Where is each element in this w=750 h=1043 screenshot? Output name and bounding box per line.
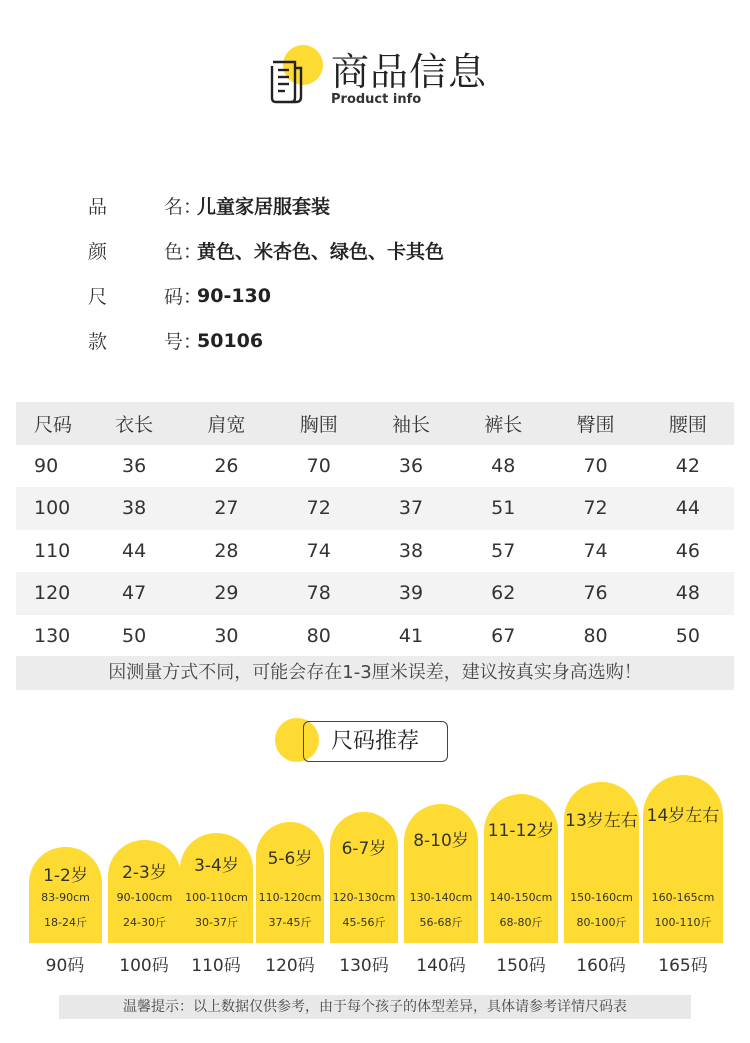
bar-weight-range: 18-24斤 bbox=[44, 916, 87, 929]
bar-age: 6-7岁 bbox=[341, 839, 387, 859]
bar-weight-range: 37-45斤 bbox=[268, 916, 312, 929]
table-cell: 100 bbox=[34, 497, 71, 520]
table-cell: 37 bbox=[398, 497, 424, 520]
bar-size-label: 90码 bbox=[45, 956, 85, 976]
table-cell: 80 bbox=[306, 624, 331, 647]
info-label: 颜 色 bbox=[88, 241, 183, 263]
size-bar bbox=[29, 847, 102, 943]
table-cell: 44 bbox=[675, 497, 700, 520]
bar-weight-range: 56-68斤 bbox=[419, 916, 463, 929]
table-cell: 42 bbox=[675, 454, 700, 477]
bar-size-label: 160码 bbox=[576, 956, 626, 976]
table-header-cell: 臀围 bbox=[576, 413, 615, 436]
bar-age: 2-3岁 bbox=[122, 863, 167, 883]
info-value: 50106 bbox=[197, 329, 264, 352]
bar-age: 1-2岁 bbox=[43, 866, 88, 886]
size-bar bbox=[564, 782, 639, 943]
table-cell: 48 bbox=[491, 454, 516, 477]
size-bar bbox=[256, 822, 324, 943]
info-value: 90-130 bbox=[197, 284, 271, 307]
bar-height-range: 160-165cm bbox=[651, 891, 715, 904]
table-cell: 41 bbox=[398, 624, 424, 647]
bar-size-label: 130码 bbox=[339, 956, 389, 976]
measurement-note: 因测量方式不同，可能会存在1-3厘米误差，建议按真实身高选购！ bbox=[16, 656, 734, 690]
bar-age: 13岁左右 bbox=[565, 811, 638, 831]
info-row-style-no: 款 号 ： 50106 bbox=[88, 318, 444, 363]
bar-weight-range: 68-80斤 bbox=[499, 916, 543, 929]
table-cell: 47 bbox=[122, 582, 147, 605]
bar-height-range: 140-150cm bbox=[489, 891, 553, 904]
table-cell: 130 bbox=[34, 624, 71, 647]
table-cell: 50 bbox=[122, 624, 147, 647]
table-header-cell: 尺码 bbox=[34, 413, 73, 436]
table-cell: 70 bbox=[583, 454, 608, 477]
info-value: 黄色、米杏色、绿色、卡其色 bbox=[197, 241, 445, 263]
table-header-cell: 胸围 bbox=[299, 413, 338, 436]
table-header-cell: 肩宽 bbox=[207, 413, 246, 436]
table-header-cell: 袖长 bbox=[391, 413, 430, 436]
size-bar bbox=[484, 794, 558, 943]
bar-size-label: 110码 bbox=[191, 956, 241, 976]
size-bar bbox=[643, 775, 723, 943]
table-cell: 72 bbox=[306, 497, 331, 520]
table-header-cell: 腰围 bbox=[668, 413, 707, 436]
bar-age: 14岁左右 bbox=[646, 806, 720, 826]
table-cell: 74 bbox=[306, 539, 331, 562]
table-cell: 26 bbox=[214, 454, 239, 477]
bar-size-label: 165码 bbox=[658, 956, 708, 976]
table-cell: 29 bbox=[214, 582, 239, 605]
info-value: 儿童家居服套装 bbox=[197, 196, 331, 218]
bar-height-range: 90-100cm bbox=[116, 891, 173, 904]
bar-age: 5-6岁 bbox=[267, 849, 313, 869]
table-cell: 38 bbox=[398, 539, 424, 562]
bar-weight-range: 45-56斤 bbox=[342, 916, 386, 929]
table-cell: 50 bbox=[675, 624, 700, 647]
info-row-color: 颜 色 ： 黄色、米杏色、绿色、卡其色 bbox=[88, 228, 444, 273]
table-cell: 120 bbox=[34, 582, 71, 605]
table-cell: 72 bbox=[583, 497, 608, 520]
table-cell: 110 bbox=[34, 539, 71, 562]
table-cell: 90 bbox=[34, 454, 59, 477]
table-cell: 67 bbox=[491, 624, 516, 647]
size-bar bbox=[180, 833, 253, 943]
bar-weight-range: 24-30斤 bbox=[123, 916, 166, 929]
table-cell: 36 bbox=[122, 454, 147, 477]
bar-age: 3-4岁 bbox=[194, 856, 239, 876]
bar-height-range: 83-90cm bbox=[41, 891, 90, 904]
table-cell: 30 bbox=[214, 624, 239, 647]
table-cell: 70 bbox=[306, 454, 331, 477]
page-subtitle: Product info bbox=[331, 92, 422, 107]
table-cell: 78 bbox=[306, 582, 331, 605]
info-row-size: 尺 码 ： 90-130 bbox=[88, 273, 444, 318]
bar-size-label: 120码 bbox=[265, 956, 315, 976]
info-row-name: 品 名 ： 儿童家居服套装 bbox=[88, 183, 444, 228]
page-title: 商品信息 bbox=[331, 50, 488, 94]
bar-size-label: 100码 bbox=[119, 956, 169, 976]
table-cell: 44 bbox=[122, 539, 147, 562]
bar-weight-range: 100-110斤 bbox=[654, 916, 712, 929]
info-label: 品 名 bbox=[88, 196, 183, 218]
table-cell: 57 bbox=[491, 539, 516, 562]
bar-size-label: 150码 bbox=[496, 956, 546, 976]
info-label: 款 号 bbox=[88, 331, 183, 353]
table-cell: 28 bbox=[214, 539, 239, 562]
bar-size-label: 140码 bbox=[416, 956, 466, 976]
table-cell: 76 bbox=[583, 582, 608, 605]
table-cell: 80 bbox=[583, 624, 608, 647]
table-cell: 39 bbox=[398, 582, 424, 605]
table-header-cell: 裤长 bbox=[484, 413, 523, 436]
table-cell: 74 bbox=[583, 539, 608, 562]
recommend-title-text: 尺码推荐 bbox=[330, 729, 419, 754]
bar-age: 8-10岁 bbox=[413, 831, 469, 851]
size-bar bbox=[404, 804, 478, 943]
table-cell: 38 bbox=[122, 497, 147, 520]
table-cell: 62 bbox=[491, 582, 516, 605]
bar-weight-range: 80-100斤 bbox=[576, 916, 627, 929]
bar-height-range: 130-140cm bbox=[409, 891, 473, 904]
table-header-cell: 衣长 bbox=[115, 413, 154, 436]
info-label: 尺 码 bbox=[88, 286, 183, 308]
bar-age: 11-12岁 bbox=[487, 821, 555, 841]
bar-height-range: 100-110cm bbox=[185, 891, 248, 904]
bar-height-range: 120-130cm bbox=[332, 891, 396, 904]
table-cell: 27 bbox=[214, 497, 239, 520]
size-bar bbox=[108, 840, 181, 943]
table-cell: 48 bbox=[675, 582, 700, 605]
bar-weight-range: 30-37斤 bbox=[195, 916, 238, 929]
table-cell: 51 bbox=[491, 497, 516, 520]
table-cell: 46 bbox=[675, 539, 700, 562]
size-bar bbox=[330, 812, 398, 943]
bar-height-range: 150-160cm bbox=[570, 891, 633, 904]
bottom-tip: 温馨提示：以上数据仅供参考，由于每个孩子的体型差异，具体请参考详情尺码表 bbox=[59, 995, 691, 1019]
table-cell: 36 bbox=[398, 454, 424, 477]
bar-height-range: 110-120cm bbox=[258, 891, 322, 904]
